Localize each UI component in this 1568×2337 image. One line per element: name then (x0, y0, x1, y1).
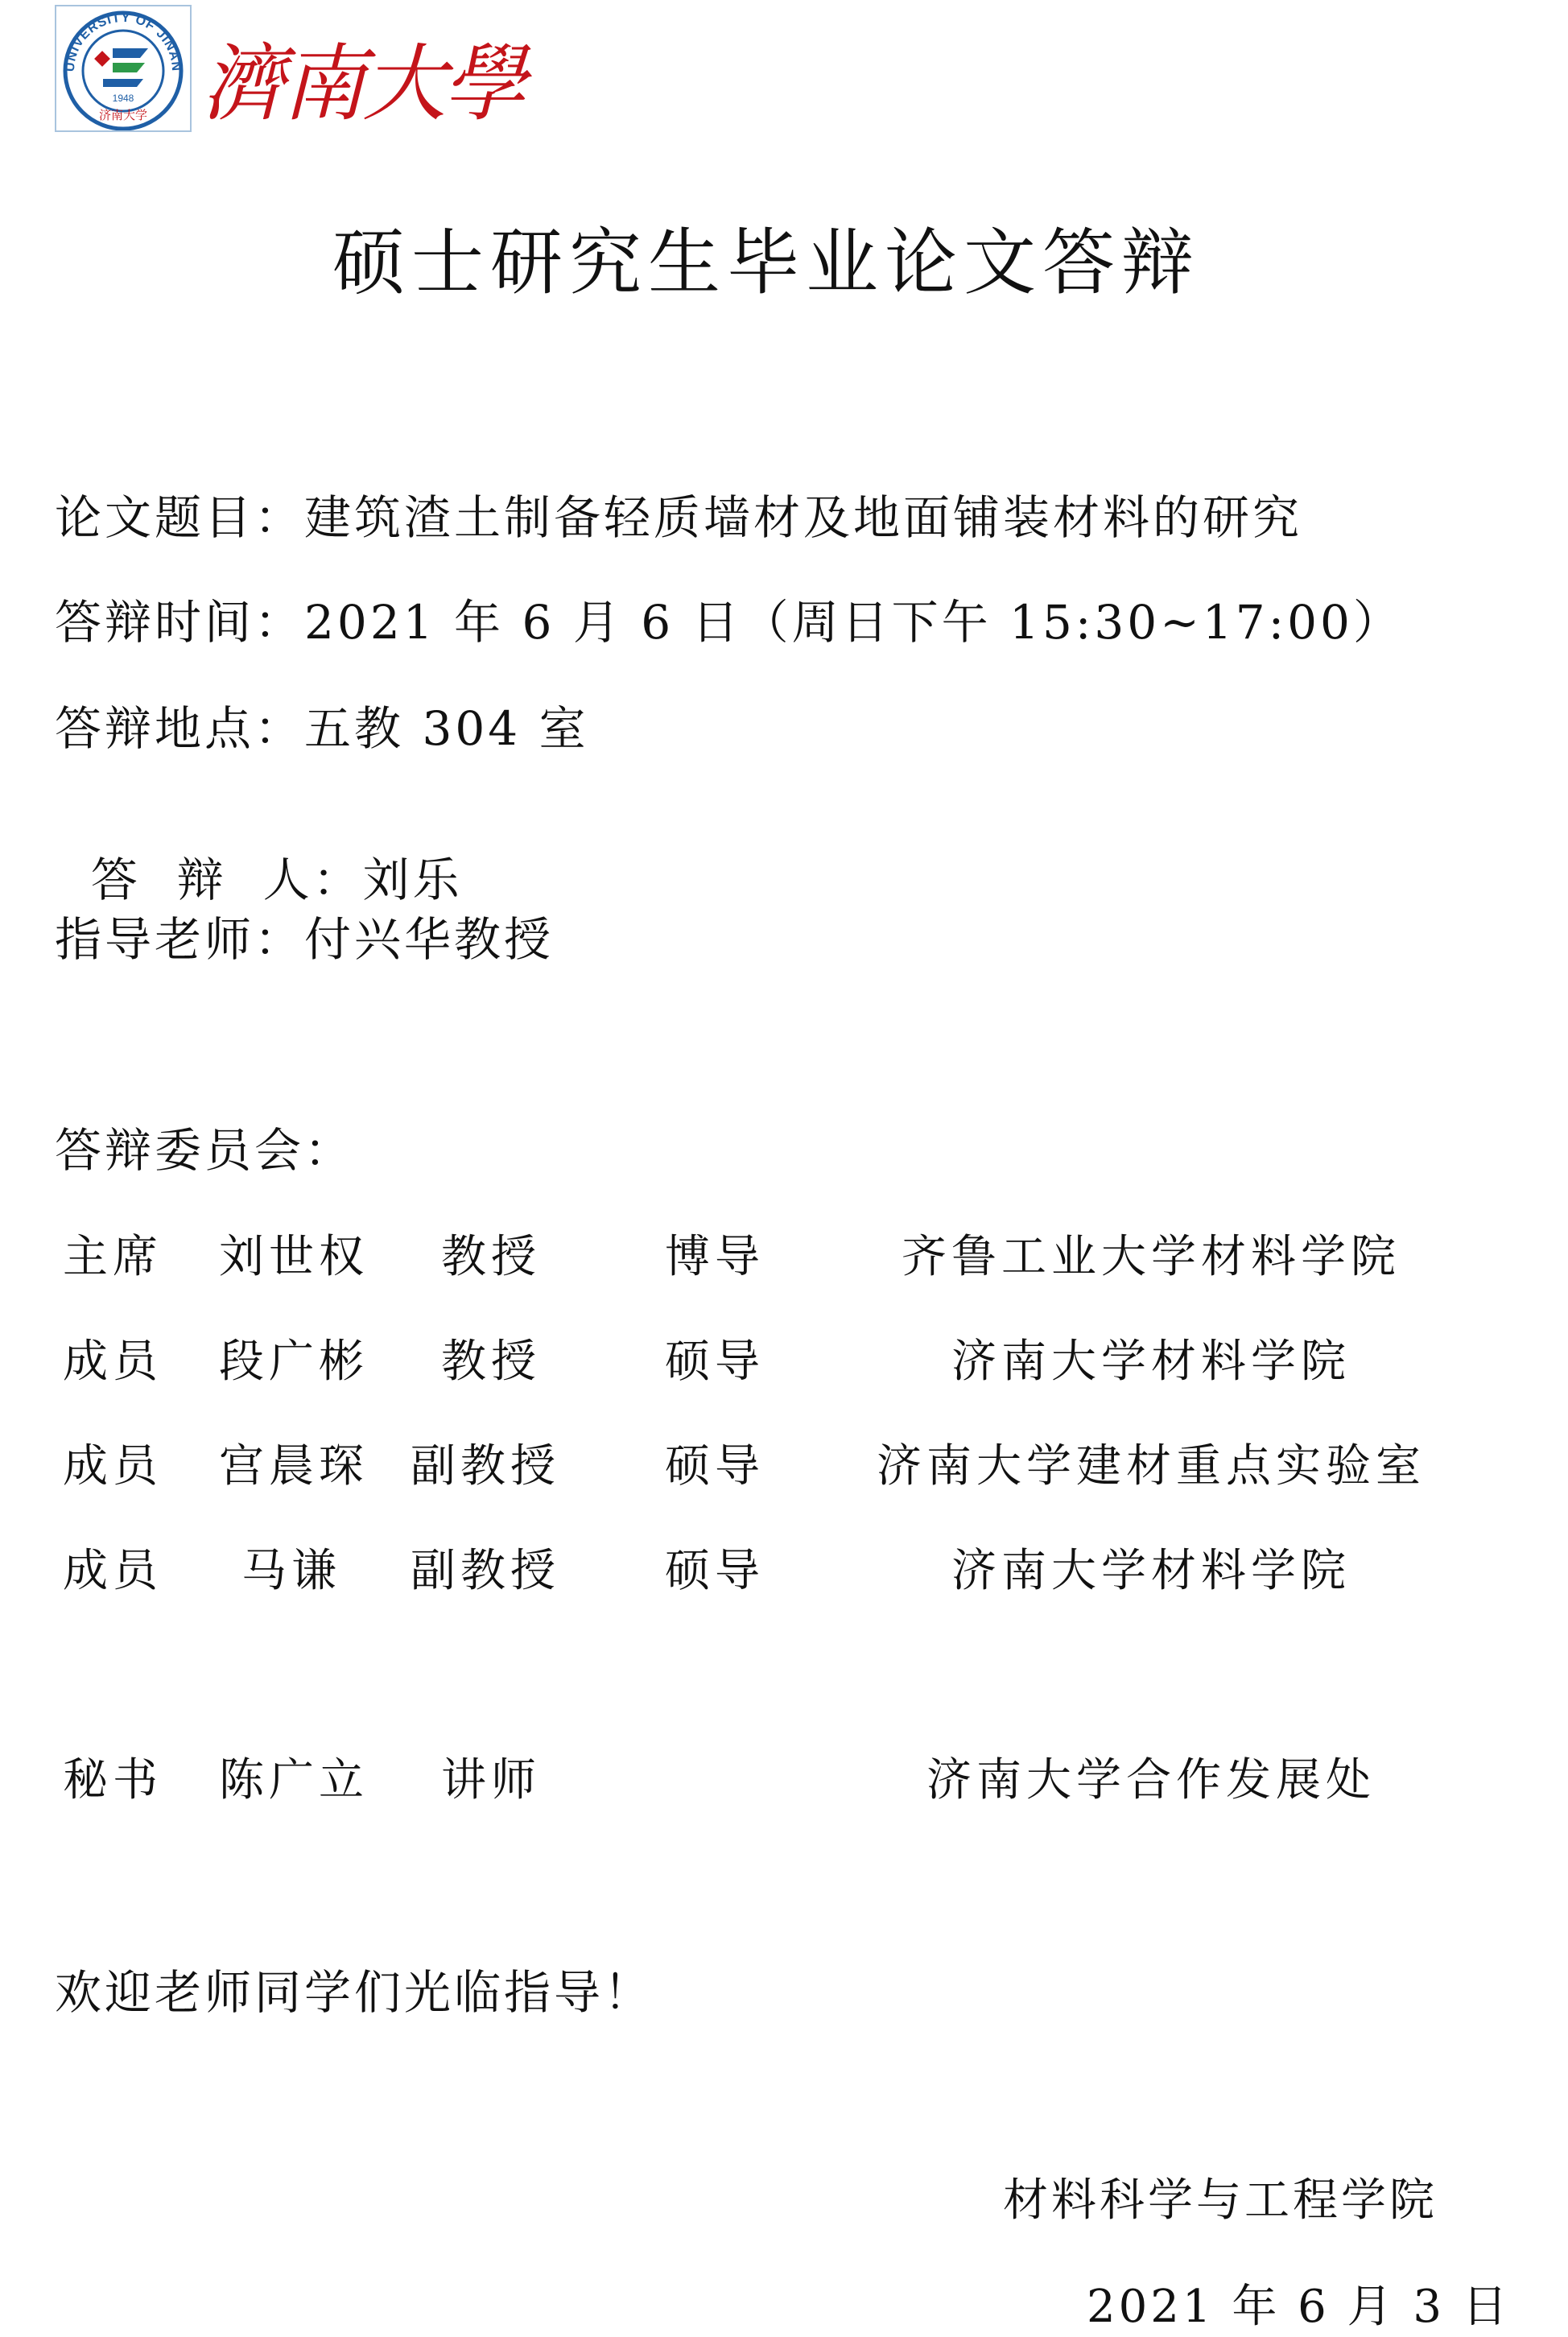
committee-role: 成员 (63, 1440, 163, 1493)
committee-institution: 齐鲁工业大学材料学院 (902, 1231, 1401, 1283)
committee-name: 刘世权 (219, 1231, 369, 1283)
committee-institution: 济南大学建材重点实验室 (877, 1440, 1426, 1493)
advisor-line (55, 912, 555, 967)
defense-location-value: 五教 304 室 (304, 701, 589, 756)
defender-line (55, 810, 463, 907)
signature-department: 材料科学与工程学院 (1003, 2174, 1438, 2227)
defense-time-line (55, 595, 1403, 650)
signature-date: 2021 年 6 月 3 日 (1087, 2281, 1511, 2333)
logo-year: 1948 (112, 93, 134, 104)
committee-title: 副教授 (411, 1440, 560, 1493)
defense-location-line (55, 701, 589, 756)
committee-title: 教授 (441, 1231, 541, 1283)
committee-supervisor: 博导 (665, 1231, 765, 1283)
secretary-role: 秘书 (63, 1754, 163, 1806)
thesis-title-label: 论文题目： (55, 490, 305, 545)
committee-name: 段广彬 (219, 1336, 369, 1388)
committee-role: 主席 (63, 1231, 163, 1283)
advisor-value: 付兴华教授 (304, 912, 555, 967)
committee-role: 成员 (63, 1545, 163, 1597)
university-logo (55, 5, 192, 132)
defender-value: 刘乐 (362, 853, 463, 907)
logo-sub-text: 济南大学 (98, 108, 148, 122)
advisor-label: 指导老师： (55, 912, 305, 967)
secretary-name: 陈广立 (219, 1754, 369, 1806)
committee-role: 成员 (63, 1336, 163, 1388)
thesis-title-line (55, 490, 1303, 545)
defense-time-label: 答辩时间： (55, 595, 305, 650)
committee-heading: 答辩委员会： (55, 1123, 355, 1178)
welcome-text: 欢迎老师同学们光临指导！ (55, 1965, 654, 2020)
thesis-title-value: 建筑渣土制备轻质墙材及地面铺装材料的研究 (304, 490, 1303, 545)
university-calligraphy-name: 濟南大學 (201, 35, 524, 133)
secretary-title: 讲师 (441, 1754, 541, 1806)
committee-title: 副教授 (411, 1545, 560, 1597)
committee-name: 马谦 (241, 1545, 341, 1597)
logo-ring-text: UNIVERSITY OF JINAN (63, 10, 184, 72)
committee-institution: 济南大学材料学院 (951, 1545, 1351, 1597)
committee-institution: 济南大学材料学院 (951, 1336, 1351, 1388)
defense-location-label: 答辩地点： (55, 701, 305, 756)
defender-label: 答 辩 人： (90, 853, 363, 907)
university-seal-icon (56, 6, 190, 130)
committee-supervisor: 硕导 (665, 1440, 765, 1493)
committee-supervisor: 硕导 (665, 1336, 765, 1388)
secretary-institution: 济南大学合作发展处 (926, 1754, 1376, 1806)
committee-name: 宫晨琛 (219, 1440, 369, 1493)
defense-time-value: 2021 年 6 月 6 日（周日下午 15:30~17:00） (304, 595, 1403, 650)
committee-supervisor: 硕导 (665, 1545, 765, 1597)
page-title: 硕士研究生毕业论文答辩 (332, 221, 1200, 305)
committee-title: 教授 (441, 1336, 541, 1388)
